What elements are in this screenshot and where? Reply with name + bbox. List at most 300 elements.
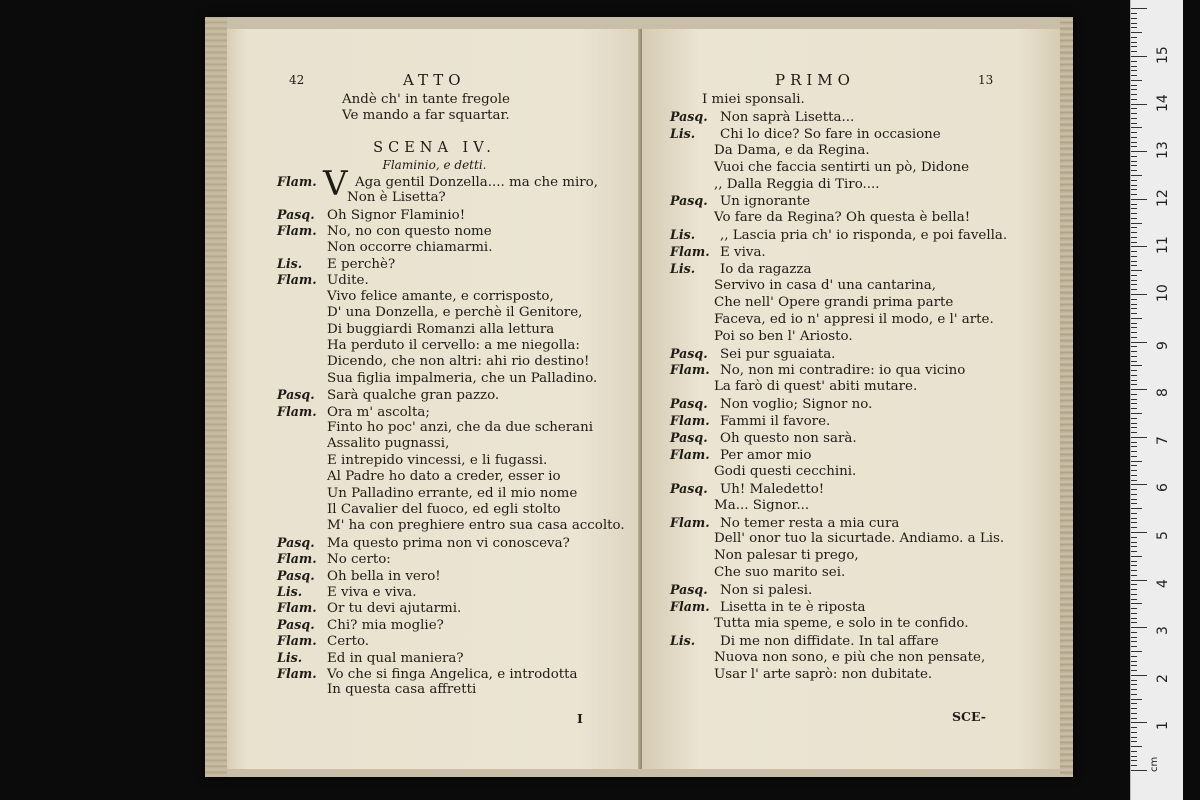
ruler-tick xyxy=(1131,361,1137,362)
ruler-tick xyxy=(1131,356,1137,357)
text-line xyxy=(327,501,561,518)
measuring-ruler xyxy=(1130,0,1183,800)
ruler-tick xyxy=(1131,323,1137,324)
line-text: Da Dama, e da Regina. xyxy=(714,142,870,158)
line-text: Non palesar ti prego, xyxy=(714,548,859,564)
line-text: Un Palladino errante, ed il mio nome xyxy=(327,485,578,501)
line-text: Flaminio, e detti. xyxy=(382,157,487,172)
text-line xyxy=(277,599,461,616)
ruler-tick xyxy=(1131,299,1137,300)
text-line xyxy=(327,419,593,436)
line-text: E viva. xyxy=(720,245,766,261)
speaker-label: Pasq. xyxy=(670,582,708,598)
drop-cap: V xyxy=(323,164,348,204)
speaker-label: Pasq. xyxy=(670,430,708,445)
text-line xyxy=(277,255,395,272)
ruler-tick xyxy=(1131,99,1137,100)
line-text: Ma questo prima non vi conosceva? xyxy=(327,535,570,551)
line-text: M' ha con preghiere entro sua casa accolto. xyxy=(327,518,625,534)
speaker-label: Lis. xyxy=(670,632,696,648)
ruler-number: 6 xyxy=(1155,483,1171,493)
ruler-tick xyxy=(1131,760,1137,761)
line-text: Non si palesi. xyxy=(720,583,813,599)
text-line xyxy=(342,91,510,108)
ruler-tick xyxy=(1131,546,1137,547)
ruler-tick xyxy=(1131,85,1137,86)
ruler-tick xyxy=(1131,432,1137,433)
speaker-label: Pasq. xyxy=(277,534,315,550)
ruler-tick xyxy=(1131,204,1137,205)
speaker-label: Flam. xyxy=(277,666,317,681)
ruler-tick xyxy=(1131,104,1147,105)
ruler-tick xyxy=(1131,399,1137,400)
speaker-label: Lis. xyxy=(670,125,696,141)
page-number-left: 42 xyxy=(289,73,305,87)
speaker-label: Flam. xyxy=(277,600,317,616)
line-text: Non è Lisetta? xyxy=(347,190,446,206)
text-line xyxy=(670,108,854,125)
ruler-tick xyxy=(1131,641,1137,642)
ruler-tick xyxy=(1131,446,1137,447)
line-text: ,, Dalla Reggia di Tiro.... xyxy=(714,176,880,192)
ruler-tick xyxy=(1131,765,1137,766)
ruler-number: 1 xyxy=(1155,721,1171,731)
ruler-tick xyxy=(1131,551,1137,552)
ruler-tick xyxy=(1131,66,1137,67)
ruler-tick xyxy=(1131,8,1147,9)
speaker-label: Flam. xyxy=(277,403,317,419)
ruler-tick xyxy=(1131,294,1147,295)
ruler-tick xyxy=(1131,475,1137,476)
text-line xyxy=(327,321,554,338)
line-text: No, non mi contradire: io qua vicino xyxy=(720,363,966,379)
text-line xyxy=(347,189,446,206)
ruler-tick xyxy=(1131,142,1137,143)
ruler-tick xyxy=(1131,218,1137,219)
line-text: Oh bella in vero! xyxy=(327,568,441,584)
ruler-tick xyxy=(1131,70,1137,71)
speaker-label: Flam. xyxy=(277,272,317,288)
ruler-tick xyxy=(1131,613,1137,614)
ruler-tick xyxy=(1131,246,1147,247)
ruler-tick xyxy=(1131,556,1142,557)
line-text: E perchè? xyxy=(327,257,396,272)
text-line xyxy=(714,497,809,514)
text-line xyxy=(714,277,936,294)
ruler-tick xyxy=(1131,527,1137,528)
text-line xyxy=(714,209,970,226)
ruler-tick xyxy=(1131,756,1137,757)
text-line xyxy=(277,583,417,600)
ruler-tick xyxy=(1131,675,1147,676)
ruler-number: 15 xyxy=(1155,46,1171,64)
ruler-tick xyxy=(1131,346,1137,347)
text-line xyxy=(670,480,824,497)
line-text: D' una Donzella, e perchè il Genitore, xyxy=(327,305,583,321)
ruler-number: 3 xyxy=(1155,626,1171,636)
line-text: No temer resta a mia cura xyxy=(720,515,900,531)
ruler-tick xyxy=(1131,61,1137,62)
text-line xyxy=(670,125,941,142)
ruler-tick xyxy=(1131,242,1137,243)
ruler-tick xyxy=(1131,308,1137,309)
line-text: Usar l' arte saprò: non dubitate. xyxy=(714,666,933,682)
line-text: Non voglio; Signor no. xyxy=(720,397,873,413)
text-line xyxy=(670,598,865,615)
speaker-label: Flam. xyxy=(670,244,710,260)
line-text: Per amor mio xyxy=(720,447,812,463)
ruler-tick xyxy=(1131,199,1147,200)
ruler-tick xyxy=(1131,332,1137,333)
ruler-tick xyxy=(1131,227,1137,228)
ruler-tick xyxy=(1131,722,1147,723)
line-text: Non occorre chiamarmi. xyxy=(327,239,493,255)
ruler-tick xyxy=(1131,537,1137,538)
ruler-tick xyxy=(1131,423,1137,424)
ruler-tick xyxy=(1131,75,1137,76)
ruler-tick xyxy=(1131,46,1137,47)
line-text: No certo: xyxy=(327,552,391,568)
line-text: Al Padre ho dato a creder, esser io xyxy=(327,469,561,485)
ruler-tick xyxy=(1131,304,1137,305)
line-text: Poi so ben l' Ariosto. xyxy=(714,328,853,344)
ruler-number: 5 xyxy=(1155,531,1171,540)
ruler-number: 2 xyxy=(1155,673,1171,683)
speaker-label: Lis. xyxy=(277,584,303,599)
text-line xyxy=(670,514,899,531)
line-text: Vo che si finga Angelica, e introdotta xyxy=(327,667,578,682)
text-line xyxy=(277,386,499,403)
ruler-tick xyxy=(1131,680,1137,681)
speaker-label: Pasq. xyxy=(670,345,708,361)
ruler-number: 9 xyxy=(1155,340,1171,350)
text-line xyxy=(327,517,625,534)
ruler-tick xyxy=(1131,89,1137,90)
line-text: Un ignorante xyxy=(720,194,811,210)
ruler-tick xyxy=(1131,494,1137,495)
ruler-tick xyxy=(1131,665,1137,666)
line-text: Ed in qual maniera? xyxy=(327,650,464,666)
text-line xyxy=(714,564,845,581)
text-line xyxy=(327,485,577,502)
text-line xyxy=(277,649,464,666)
line-text: Vivo felice amante, e corrisposto, xyxy=(327,288,554,304)
left-page xyxy=(227,29,642,769)
text-line xyxy=(327,353,589,370)
ruler-tick xyxy=(1131,280,1137,281)
ruler-tick xyxy=(1131,622,1137,623)
ruler-tick xyxy=(1131,456,1137,457)
speaker-label: Lis. xyxy=(670,261,696,276)
ruler-tick xyxy=(1131,156,1137,157)
text-line xyxy=(327,337,580,354)
ruler-tick xyxy=(1131,508,1142,509)
text-line xyxy=(714,176,880,193)
line-text: Che suo marito sei. xyxy=(714,565,846,581)
line-text: Servivo in casa d' una cantarina, xyxy=(714,277,937,293)
line-text: E viva e viva. xyxy=(327,585,417,600)
ruler-tick xyxy=(1131,732,1137,733)
ruler-tick xyxy=(1131,418,1137,419)
ruler-tick xyxy=(1131,318,1142,319)
ruler-tick xyxy=(1131,208,1137,209)
line-text: No, no con questo nome xyxy=(327,224,492,240)
ruler-tick xyxy=(1131,451,1137,452)
ruler-tick xyxy=(1131,189,1137,190)
line-text: Di buggiardi Romanzi alla lettura xyxy=(327,321,555,337)
ruler-tick xyxy=(1131,389,1147,390)
ruler-tick xyxy=(1131,499,1137,500)
ruler-tick xyxy=(1131,32,1142,33)
running-head-right: PRIMO xyxy=(775,71,855,89)
line-text: Udite. xyxy=(327,273,369,289)
text-line xyxy=(277,173,598,190)
ruler-tick xyxy=(1131,232,1137,233)
ruler-tick xyxy=(1131,461,1142,462)
ruler-tick xyxy=(1131,123,1137,124)
ruler-tick xyxy=(1131,599,1137,600)
ruler-tick xyxy=(1131,575,1137,576)
ruler-tick xyxy=(1131,470,1137,471)
text-line xyxy=(670,243,766,260)
ruler-tick xyxy=(1131,94,1137,95)
line-text: Tutta mia speme, e solo in te confido. xyxy=(714,615,969,631)
line-text: Ora m' ascolta; xyxy=(327,404,430,420)
speaker-label: Flam. xyxy=(670,514,710,530)
text-line xyxy=(327,681,476,698)
line-text: La farò di quest' abiti mutare. xyxy=(714,379,918,395)
text-line xyxy=(670,226,1007,243)
ruler-tick xyxy=(1131,684,1137,685)
line-text: Io da ragazza xyxy=(720,262,812,277)
ruler-tick xyxy=(1131,337,1137,338)
speaker-label: Flam. xyxy=(277,551,317,567)
text-line xyxy=(327,452,547,469)
ruler-number: 12 xyxy=(1155,188,1171,207)
text-line xyxy=(670,395,872,412)
text-line xyxy=(342,107,510,124)
ruler-tick xyxy=(1131,56,1147,57)
ruler-tick xyxy=(1131,746,1142,747)
ruler-tick xyxy=(1131,651,1142,652)
ruler-tick xyxy=(1131,170,1137,171)
ruler-number: 8 xyxy=(1155,388,1171,398)
text-line xyxy=(714,294,953,311)
speaker-label: Pasq. xyxy=(670,193,708,209)
ruler-tick xyxy=(1131,394,1137,395)
ruler-tick xyxy=(1131,380,1137,381)
ruler-tick xyxy=(1131,118,1137,119)
ruler-tick xyxy=(1131,584,1137,585)
ruler-tick xyxy=(1131,270,1142,271)
line-text: Dicendo, che non altri: ahi rio destino! xyxy=(327,354,590,370)
line-text: Chi? mia moglie? xyxy=(327,617,444,633)
speaker-label: Flam. xyxy=(670,446,710,462)
text-line xyxy=(327,370,597,387)
ruler-tick xyxy=(1131,113,1137,114)
text-line xyxy=(277,271,369,288)
speaker-label: Lis. xyxy=(670,227,696,243)
text-line xyxy=(277,616,444,633)
speaker-label: Pasq. xyxy=(277,206,315,222)
text-line xyxy=(714,311,994,328)
text-line xyxy=(714,649,985,666)
ruler-tick xyxy=(1131,518,1137,519)
line-text: Uh! Maledetto! xyxy=(720,481,825,497)
running-head-left: ATTO xyxy=(403,71,466,89)
line-text: Finto ho poc' anzi, che da due scherani xyxy=(327,420,594,435)
text-line xyxy=(277,403,430,420)
line-text: Sua figlia impalmeria, che un Palladino. xyxy=(327,370,598,386)
ruler-tick xyxy=(1131,580,1147,581)
line-text: Il Cavalier del fuoco, ed egli stolto xyxy=(327,502,561,517)
text-line xyxy=(714,615,969,632)
ruler-tick xyxy=(1131,327,1137,328)
ruler-tick xyxy=(1131,370,1137,371)
text-line xyxy=(277,665,578,682)
ruler-tick xyxy=(1131,713,1137,714)
ruler-tick xyxy=(1131,313,1137,314)
line-text: Nuova non sono, e più che non pensate, xyxy=(714,649,986,665)
speaker-label: Flam. xyxy=(670,413,710,429)
text-line xyxy=(714,530,1004,547)
text-line xyxy=(277,632,369,649)
speaker-label: Pasq. xyxy=(277,616,315,632)
ruler-tick xyxy=(1131,237,1137,238)
speaker-label: Flam. xyxy=(670,599,710,614)
ruler-tick xyxy=(1131,570,1137,571)
text-line xyxy=(670,429,857,446)
ruler-tick xyxy=(1131,737,1137,738)
ruler-tick xyxy=(1131,561,1137,562)
ruler-tick xyxy=(1131,427,1137,428)
ruler-tick xyxy=(1131,503,1137,504)
line-text: ,, Lascia pria ch' io risponda, e poi favella. xyxy=(720,228,1008,244)
ruler-tick xyxy=(1131,727,1137,728)
text-line xyxy=(714,142,870,159)
speaker-label: Flam. xyxy=(670,362,710,378)
speaker-label: Flam. xyxy=(277,633,317,649)
ruler-tick xyxy=(1131,23,1137,24)
ruler-tick xyxy=(1131,522,1137,523)
ruler-tick xyxy=(1131,161,1137,162)
line-text: Aga gentil Donzella.... ma che miro, xyxy=(355,175,598,190)
ruler-tick xyxy=(1131,589,1137,590)
book-edge-left xyxy=(205,17,227,777)
ruler-tick xyxy=(1131,180,1137,181)
text-line xyxy=(327,304,582,321)
ruler-number: 11 xyxy=(1155,236,1171,255)
line-text: Di me non diffidate. In tal affare xyxy=(720,633,939,649)
ruler-tick xyxy=(1131,80,1142,81)
ruler-tick xyxy=(1131,146,1137,147)
ruler-tick xyxy=(1131,351,1137,352)
ruler-tick xyxy=(1131,618,1137,619)
ruler-tick xyxy=(1131,542,1137,543)
text-line xyxy=(670,192,810,209)
line-text: Vo fare da Regina? Oh questa è bella! xyxy=(714,210,971,226)
ruler-tick xyxy=(1131,480,1137,481)
ruler-tick xyxy=(1131,213,1137,214)
speaker-label: Pasq. xyxy=(670,396,708,412)
ruler-tick xyxy=(1131,289,1137,290)
ruler-tick xyxy=(1131,284,1137,285)
speaker-label: Flam. xyxy=(277,223,317,239)
line-text: Certo. xyxy=(327,634,370,650)
text-line xyxy=(670,581,812,598)
text-line xyxy=(327,288,554,305)
text-line xyxy=(714,328,853,345)
text-line xyxy=(670,632,939,649)
line-text: Lisetta in te è riposta xyxy=(720,600,866,615)
ruler-tick xyxy=(1131,223,1142,224)
ruler-unit-label: cm xyxy=(1149,756,1160,772)
text-line xyxy=(714,159,969,176)
right-page xyxy=(642,29,1060,769)
book-edge-right xyxy=(1060,17,1073,777)
text-line xyxy=(670,412,830,429)
ruler-tick xyxy=(1131,37,1137,38)
line-text: Faceva, ed io n' appresi il modo, e l' arte. xyxy=(714,311,994,327)
ruler-tick xyxy=(1131,413,1142,414)
ruler-number: 7 xyxy=(1155,435,1171,445)
ruler-tick xyxy=(1131,442,1137,443)
ruler-tick xyxy=(1131,465,1137,466)
text-line xyxy=(670,446,811,463)
ruler-tick xyxy=(1131,13,1137,14)
text-line xyxy=(327,435,449,452)
speaker-label: Pasq. xyxy=(670,108,708,124)
ruler-tick xyxy=(1131,151,1147,152)
speaker-label: Pasq. xyxy=(277,567,315,583)
ruler-tick xyxy=(1131,127,1142,128)
ruler-tick xyxy=(1131,185,1137,186)
text-line xyxy=(327,239,492,256)
ruler-tick xyxy=(1131,770,1147,771)
speaker-label: Lis. xyxy=(277,256,303,271)
ruler-tick xyxy=(1131,484,1147,485)
line-text: Sarà qualche gran pazzo. xyxy=(327,388,500,404)
line-text: Non saprà Lisetta... xyxy=(720,109,855,125)
ruler-number: 14 xyxy=(1155,93,1171,112)
line-text: In questa casa affretti xyxy=(327,682,477,698)
ruler-tick xyxy=(1131,646,1137,647)
ruler-tick xyxy=(1131,165,1137,166)
ruler-tick xyxy=(1131,51,1137,52)
line-text: Oh questo non sarà. xyxy=(720,431,857,446)
ruler-tick xyxy=(1131,489,1137,490)
ruler-tick xyxy=(1131,627,1147,628)
ruler-tick xyxy=(1131,275,1137,276)
speaker-label: Pasq. xyxy=(277,387,315,403)
ruler-tick xyxy=(1131,18,1137,19)
ruler-tick xyxy=(1131,741,1137,742)
line-text: Vuoi che faccia sentirti un pò, Didone xyxy=(714,159,970,175)
line-text: Sei pur sguaiata. xyxy=(720,346,836,362)
text-line xyxy=(714,463,856,480)
speaker-label: Pasq. xyxy=(670,480,708,496)
ruler-tick xyxy=(1131,751,1137,752)
ruler-tick xyxy=(1131,108,1137,109)
text-line xyxy=(227,157,642,174)
ruler-tick xyxy=(1131,256,1137,257)
ruler-tick xyxy=(1131,708,1137,709)
text-line xyxy=(327,468,561,485)
ruler-tick xyxy=(1131,513,1137,514)
ruler-tick xyxy=(1131,565,1137,566)
ruler-tick xyxy=(1131,661,1137,662)
text-line xyxy=(714,666,932,683)
